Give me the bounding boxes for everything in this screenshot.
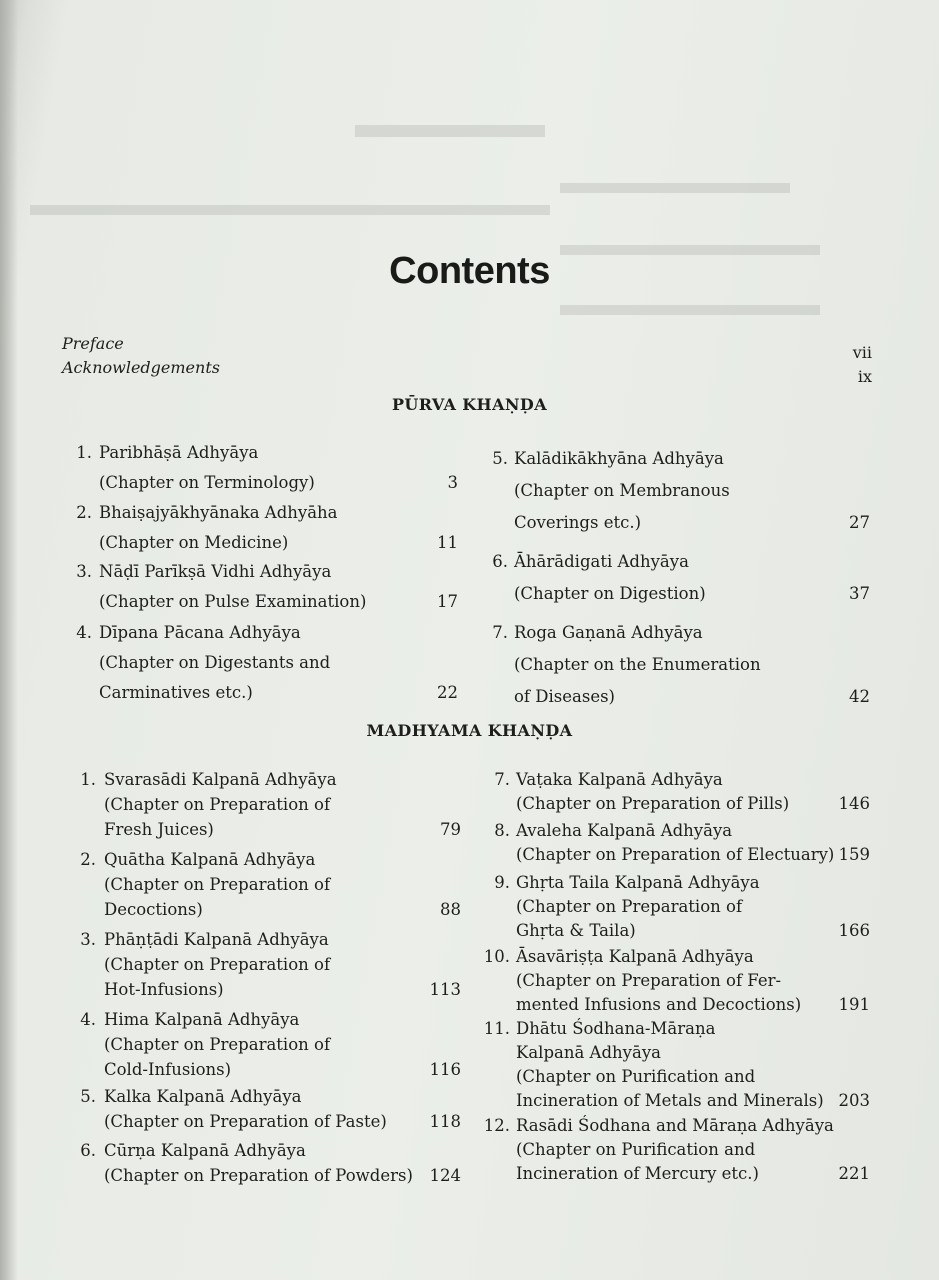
page-gutter-shadow: [0, 0, 18, 1280]
toc-entry-title: [516, 1017, 824, 1113]
toc-entry-page: 88: [440, 900, 461, 919]
toc-entry-number: 6.: [80, 1141, 96, 1160]
show-through-line: [560, 183, 790, 193]
toc-entry-line: (Chapter on Digestion): [514, 584, 706, 603]
toc-entry-line: Āsavāriṣṭa Kalpanā Adhyāya: [516, 947, 754, 966]
toc-entry-title: [104, 927, 330, 1002]
toc-entry-number: 3.: [80, 930, 96, 949]
toc-entry-page: 37: [849, 584, 870, 603]
toc-entry-page: 166: [838, 921, 870, 940]
toc-entry-line: Ghṛta & Taila): [516, 921, 636, 940]
toc-entry-page: 203: [838, 1091, 870, 1110]
toc-entry-line: (Chapter on Preparation of Pills): [516, 794, 790, 813]
toc-entry-title: [514, 617, 761, 713]
toc-entry-line: (Chapter on Medicine): [99, 533, 289, 552]
show-through-heading: [355, 125, 545, 137]
toc-entry-title: [104, 1007, 330, 1082]
toc-entry-line: Phāṇṭādi Kalpanā Adhyāya: [104, 930, 329, 949]
preface-page: vii: [852, 343, 872, 362]
toc-entry-title: [516, 871, 760, 943]
toc-entry-line: (Chapter on the Enumeration: [514, 655, 761, 674]
show-through-line: [560, 305, 820, 315]
toc-entry-title: [516, 768, 789, 816]
acknowledgements-label: Acknowledgements: [62, 358, 220, 377]
toc-entry-line: (Chapter on Pulse Examination): [99, 592, 367, 611]
toc-entry-number: 5.: [80, 1087, 96, 1106]
preface-label: Preface: [62, 334, 124, 353]
toc-entry-line: Āhārādigati Adhyāya: [514, 552, 689, 571]
toc-entry-page: 27: [849, 513, 870, 532]
toc-entry-number: 1.: [76, 443, 92, 462]
toc-entry-number: 3.: [76, 562, 92, 581]
toc-entry-line: (Chapter on Preparation of Paste): [104, 1112, 387, 1131]
toc-entry-line: (Chapter on Preparation of Electuary): [516, 845, 835, 864]
toc-entry-page: 221: [838, 1164, 870, 1183]
toc-entry-title: [99, 557, 366, 617]
toc-entry-line: (Chapter on Preparation of Powders): [104, 1166, 413, 1185]
toc-entry-title: [514, 443, 730, 539]
acknowledgements-page: ix: [857, 367, 872, 386]
toc-entry-line: (Chapter on Membranous: [514, 481, 730, 500]
toc-entry-line: Svarasādi Kalpanā Adhyāya: [104, 770, 337, 789]
toc-entry-line: Nāḍī Parīkṣā Vidhi Adhyāya: [99, 562, 332, 581]
toc-entry-line: Rasādi Śodhana and Māraṇa Adhyāya: [516, 1116, 834, 1135]
toc-entry-page: 79: [440, 820, 461, 839]
toc-entry-page: 118: [429, 1112, 461, 1131]
toc-entry-number: 7.: [494, 770, 510, 789]
toc-entry-line: Decoctions): [104, 900, 203, 919]
toc-entry-number: 5.: [492, 449, 508, 468]
toc-entry-line: Roga Gaṇanā Adhyāya: [514, 623, 703, 642]
toc-entry-line: Incineration of Mercury etc.): [516, 1164, 759, 1183]
toc-entry-line: Quātha Kalpanā Adhyāya: [104, 850, 316, 869]
toc-entry-line: (Chapter on Digestants and: [99, 653, 331, 672]
toc-entry-number: 9.: [494, 873, 510, 892]
toc-entry-line: Hot-Infusions): [104, 980, 224, 999]
toc-entry-number: 6.: [492, 552, 508, 571]
toc-entry-line: Avaleha Kalpanā Adhyāya: [516, 821, 733, 840]
toc-entry-line: Incineration of Metals and Minerals): [516, 1091, 824, 1110]
toc-entry-line: (Chapter on Terminology): [99, 473, 315, 492]
toc-entry-line: Vaṭaka Kalpanā Adhyāya: [516, 770, 723, 789]
toc-entry-page: 17: [437, 592, 458, 611]
toc-entry-line: (Chapter on Preparation of Fer-: [516, 971, 782, 990]
toc-entry-title: [104, 1084, 387, 1134]
toc-entry-line: Cūrṇa Kalpanā Adhyāya: [104, 1141, 306, 1160]
toc-entry-page: 42: [849, 687, 870, 706]
toc-entry-page: 11: [437, 533, 458, 552]
toc-entry-title: [516, 945, 801, 1017]
toc-entry-number: 8.: [494, 821, 510, 840]
toc-entry-number: 4.: [76, 623, 92, 642]
toc-entry-line: Kalādikākhyāna Adhyāya: [514, 449, 724, 468]
toc-entry-line: (Chapter on Preparation of: [516, 897, 743, 916]
toc-entry-page: 146: [838, 794, 870, 813]
toc-entry-line: (Chapter on Preparation of: [104, 1035, 331, 1054]
toc-entry-page: 3: [447, 473, 458, 492]
toc-entry-line: of Diseases): [514, 687, 615, 706]
toc-entry-number: 2.: [76, 503, 92, 522]
toc-entry-line: Cold-Infusions): [104, 1060, 232, 1079]
toc-entry-title: [514, 546, 706, 610]
toc-entry-number: 7.: [492, 623, 508, 642]
toc-entry-title: [99, 438, 315, 498]
toc-entry-line: Kalka Kalpanā Adhyāya: [104, 1087, 302, 1106]
toc-entry-number: 11.: [483, 1019, 510, 1038]
toc-entry-line: mented Infusions and Decoctions): [516, 995, 802, 1014]
toc-entry-number: 12.: [483, 1116, 510, 1135]
toc-entry-title: [104, 847, 330, 922]
toc-entry-title: [516, 819, 834, 867]
toc-entry-title: [104, 1138, 413, 1188]
toc-entry-page: 159: [838, 845, 870, 864]
toc-entry-line: (Chapter on Preparation of: [104, 795, 331, 814]
toc-entry-line: Coverings etc.): [514, 513, 642, 532]
toc-entry-title: [99, 498, 338, 558]
toc-entry-number: 10.: [483, 947, 510, 966]
toc-entry-line: Paribhāṣā Adhyāya: [99, 443, 259, 462]
toc-entry-line: (Chapter on Preparation of: [104, 875, 331, 894]
toc-entry-number: 1.: [80, 770, 96, 789]
show-through-line: [30, 205, 550, 215]
toc-entry-line: Bhaiṣajyākhyānaka Adhyāha: [99, 503, 338, 522]
page-title: Contents: [389, 250, 550, 292]
toc-entry-number: 2.: [80, 850, 96, 869]
toc-entry-line: Dhātu Śodhana-Māraṇa: [516, 1019, 716, 1038]
toc-entry-line: (Chapter on Purification and: [516, 1140, 756, 1159]
toc-entry-title: [104, 767, 337, 842]
toc-entry-line: Hima Kalpanā Adhyāya: [104, 1010, 300, 1029]
toc-entry-page: 124: [429, 1166, 461, 1185]
toc-entry-line: (Chapter on Preparation of: [104, 955, 331, 974]
toc-entry-line: Kalpanā Adhyāya: [516, 1043, 661, 1062]
toc-entry-line: Carminatives etc.): [99, 683, 253, 702]
toc-entry-title: [516, 1114, 834, 1186]
toc-entry-page: 116: [429, 1060, 461, 1079]
toc-entry-title: [99, 618, 330, 708]
toc-entry-page: 113: [429, 980, 461, 999]
toc-entry-line: (Chapter on Purification and: [516, 1067, 756, 1086]
toc-entry-line: Ghṛta Taila Kalpanā Adhyāya: [516, 873, 760, 892]
toc-entry-page: 191: [838, 995, 870, 1014]
toc-entry-line: Dīpana Pācana Adhyāya: [99, 623, 301, 642]
section-heading-madhyama: MADHYAMA KHAṆḌA: [366, 721, 573, 740]
toc-entry-page: 22: [437, 683, 458, 702]
section-heading-purva: PŪRVA KHAṆḌA: [391, 395, 548, 414]
toc-entry-line: Fresh Juices): [104, 820, 214, 839]
toc-entry-number: 4.: [80, 1010, 96, 1029]
